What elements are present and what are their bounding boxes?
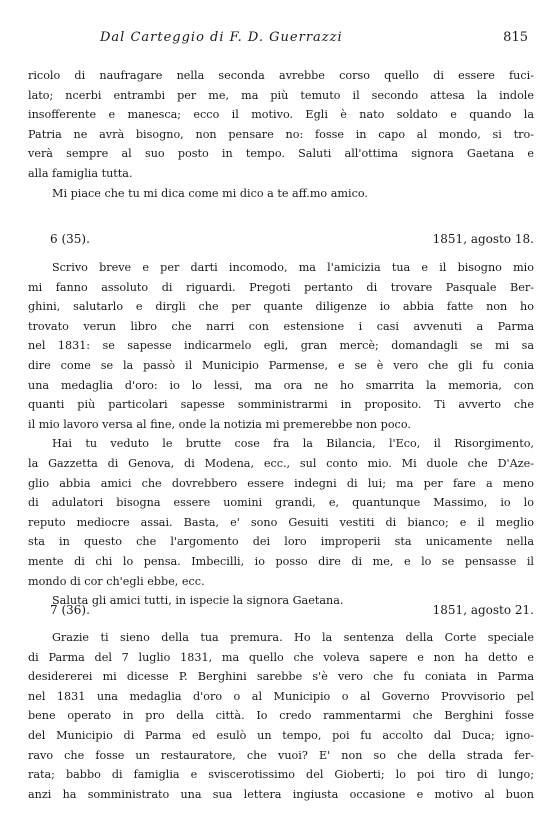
- text-line: lato; ncerbi entrambi per me, ma più temuto il secondo attesa la indole: [28, 88, 534, 102]
- page-header: [0, 30, 550, 50]
- closing-line: Mi piace che tu mi dica come mi dico a te aff.mo amico.: [52, 186, 368, 200]
- continuation-text: [28, 66, 534, 203]
- text-line: la Gazzetta di Genova, di Modena, ecc., sul conto mio. Mi duole che D'Aze-: [28, 456, 534, 470]
- text-line: di adulatori bisogna essere uomini grandi, e, quantunque Massimo, io lo: [28, 496, 534, 510]
- text-line: di Parma del 7 luglio 1831, ma quello che voleva sapere e non ha detto e: [28, 650, 534, 664]
- text-line: dire come se la passò il Municipio Parmense, e se è vero che gli fu conia: [28, 358, 534, 372]
- page-number: 815: [503, 30, 528, 45]
- text-line: ricolo di naufragare nella seconda avrebbe corso quello di essere fuci-: [28, 69, 534, 82]
- letter-heading: [50, 232, 534, 252]
- letter-heading: [50, 603, 534, 623]
- text-line: ravo che fosse un restauratore, che vuoi? E' non so che della strada fer-: [28, 748, 534, 762]
- letter-body: [28, 258, 534, 611]
- text-line: Patria ne avrà bisogno, non pensare no: fosse in capo al mondo, si tro-: [28, 127, 534, 141]
- letter-number: 7 (36).: [50, 603, 90, 617]
- text-line: trovato verun libro che narri con estensione i casi avvenuti a Parma: [28, 319, 534, 333]
- text-line: bene operato in pro della città. Io credo rammentarmi che Berghini fosse: [28, 709, 534, 723]
- letter-date: 1851, agosto 21.: [432, 603, 534, 617]
- text-line: rata; babbo di famiglia e sviscerotissimo del Gioberti; lo poi tiro di lungo;: [28, 768, 534, 782]
- letter-number: 6 (35).: [50, 232, 90, 246]
- text-line: insofferente e manesca; ecco il motivo. Egli è nato soldato e quando la: [28, 108, 534, 122]
- text-line: anzi ha somministrato una sua lettera ingiusta occasione e motivo al buon: [28, 787, 534, 801]
- text-line: nel 1831 una medaglia d'oro o al Municipio o al Governo Provvisorio pel: [28, 689, 534, 703]
- text-line: del Municipio di Parma ed esulò un tempo, poi fu accolto dal Duca; igno-: [28, 728, 534, 742]
- text-line: Saluta gli amici tutti, in ispecie la signora Gaetana.: [52, 594, 344, 608]
- text-line: Grazie ti sieno della tua premura. Ho la sentenza della Corte speciale: [52, 631, 534, 644]
- text-line: il mio lavoro versa al fine, onde la notizia mi premerebbe non poco.: [28, 417, 411, 431]
- text-line: reputo mediocre assai. Basta, e' sono Gesuiti vestiti di bianco; e il meglio: [28, 515, 534, 529]
- text-line: mondo di cor ch'egli ebbe, ecc.: [28, 574, 205, 588]
- text-line: glio abbia amici che dovrebbero essere indegni di lui; ma per fare a meno: [28, 476, 534, 490]
- text-line: Scrivo breve e per darti incomodo, ma l'amicizia tua e il bisogno mio: [52, 261, 534, 274]
- letter-body: [28, 628, 534, 804]
- text-line: verà sempre al suo posto in tempo. Saluti all'ottima signora Gaetana e: [28, 147, 534, 161]
- letter-date: 1851, agosto 18.: [432, 232, 534, 246]
- text-line: mi fanno assoluto di riguardi. Pregoti pertanto di trovare Pasquale Ber-: [28, 280, 534, 294]
- text-line: alla famiglia tutta.: [28, 166, 133, 180]
- text-line: mente di chi lo pensa. Imbecilli, io posso dire di me, e lo se pensasse il: [28, 554, 534, 568]
- text-line: quanti più particolari sapesse somministrarmi in proposito. Ti avverto che: [28, 398, 534, 412]
- text-line: una medaglia d'oro: io lo lessi, ma ora ne ho smarrita la memoria, con: [28, 378, 534, 392]
- text-line: sta in questo che l'argomento dei loro improperii sta unicamente nella: [28, 535, 534, 549]
- text-line: Hai tu veduto le brutte cose fra la Bilancia, l'Eco, il Risorgimento,: [52, 437, 534, 451]
- text-line: desidererei mi dicesse P. Berghini sarebbe s'è vero che fu coniata in Parma: [28, 670, 534, 684]
- running-head: Dal Carteggio di F. D. Guerrazzi: [100, 30, 343, 45]
- text-line: nel 1831: se sapesse indicarmelo egli, gran mercè; domandagli se mi sa: [28, 339, 534, 353]
- text-line: ghini, salutarlo e dirgli che per quante diligenze io abbia fatte non ho: [28, 300, 534, 314]
